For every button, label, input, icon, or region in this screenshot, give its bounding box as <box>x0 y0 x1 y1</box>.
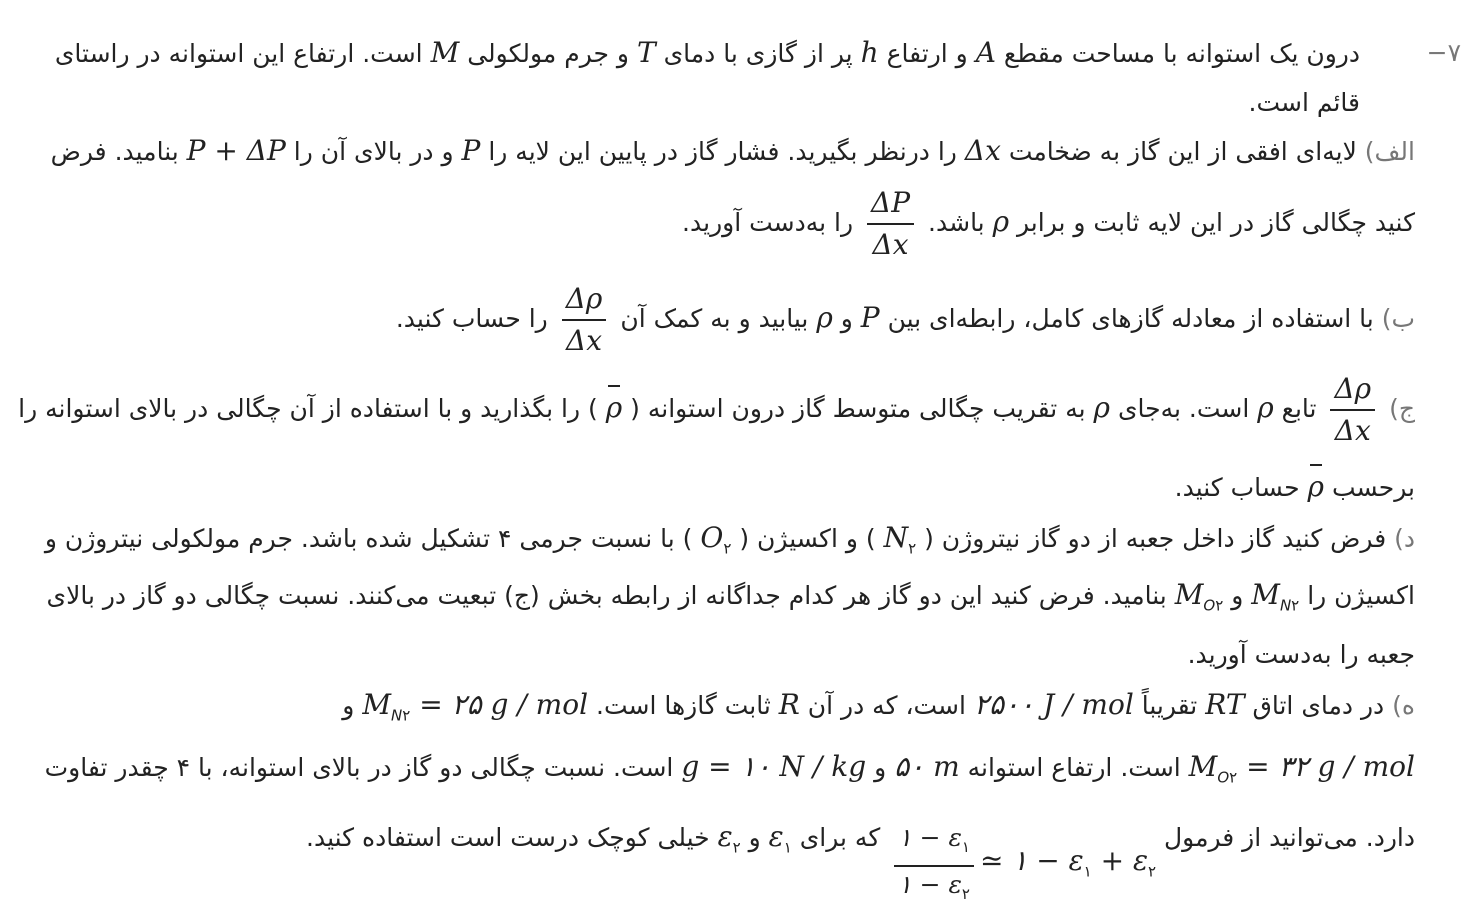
part-c-text-2: است. به‌جای <box>1117 394 1250 423</box>
part-e-l2-text-2: و <box>874 753 887 782</box>
part-e-text-3: است، که در آن <box>807 691 966 720</box>
var-P: P <box>461 134 481 167</box>
var-rho-bar: ρ <box>1307 470 1324 503</box>
part-d-line-2 <box>47 578 1415 623</box>
part-e-line-3 <box>306 820 1415 909</box>
part-e-l3-text-3: خیلی کوچک درست است استفاده کنید. <box>306 823 710 852</box>
fraction-denominator: Δx <box>1334 414 1371 447</box>
intro-text-1: درون یک استوانه با مساحت مقطع <box>1003 39 1360 68</box>
part-e-text-4: ثابت گازها است. <box>596 691 771 720</box>
part-c-line-1 <box>18 372 1415 448</box>
part-d-text-3: ) با نسبت جرمی ۴ تشکیل شده باشد. جرم مولکولی نیتروژن و <box>44 524 693 553</box>
fraction-numerator: Δρ <box>1334 372 1372 405</box>
part-c-label: ج) <box>1389 394 1415 423</box>
part-b-text-2: و <box>840 304 853 333</box>
intro-line-1 <box>55 36 1360 71</box>
fraction-denominator: Δx <box>872 228 909 261</box>
var-h: h <box>860 36 879 69</box>
part-d-line-3: جعبه را به‌دست آورید. <box>1187 640 1415 669</box>
part-e-l2-text-1: است. ارتفاع استوانه <box>967 753 1181 782</box>
var-epsilon-2: $\varepsilon_۲$ <box>717 820 741 857</box>
part-b-text-3: بیابید و به کمک آن <box>620 304 809 333</box>
var-M-N2: $M_{N۲}$ <box>1251 578 1300 615</box>
var-rho: ρ <box>1093 391 1110 424</box>
var-RT: RT <box>1205 688 1245 721</box>
intro-line-2: قائم است. <box>1248 88 1360 117</box>
part-b-label: ب) <box>1381 304 1415 333</box>
equation-M-N2: $M_{N۲}$ = ۲۵ g / mol <box>362 688 589 725</box>
formula-N2: $N_۲$ <box>883 521 917 558</box>
part-d-text-1: فرض کنید گاز داخل جعبه از دو گاز نیتروژن ( <box>924 524 1387 553</box>
var-R: R <box>778 688 800 721</box>
part-a-l2-text-2: باشد. <box>928 208 985 237</box>
part-e-label: ه) <box>1392 691 1415 720</box>
intro-text-4: و جرم مولکولی <box>467 39 629 68</box>
part-b-text-4: را حساب کنید. <box>395 304 548 333</box>
problem-number: ۷− <box>1426 38 1461 67</box>
intro-text-2: و ارتفاع <box>886 39 968 68</box>
part-a-l2-text-3: را به‌دست آورید. <box>682 208 854 237</box>
part-a-text-4: بنامید. فرض <box>50 137 179 166</box>
approx-formula <box>888 823 1156 909</box>
part-c-text-3: به تقریب چگالی متوسط گاز درون استوانه ( <box>630 394 1086 423</box>
intro-text-5: است. ارتفاع این استوانه در راستای <box>54 39 423 68</box>
part-a-label: الف) <box>1364 137 1415 166</box>
part-d-line-1 <box>45 521 1415 566</box>
var-dx: Δx <box>964 134 1001 167</box>
part-e-l3-text-1: دارد. می‌توانید از فرمول <box>1164 823 1415 852</box>
formula-O2: $O_۲$ <box>700 521 732 558</box>
value-g: g = ۱۰ N / kg <box>681 750 867 783</box>
part-c-line-2 <box>1175 470 1415 505</box>
fraction-drho-dx <box>1330 372 1375 448</box>
var-M-O2: $M_{O۲}$ <box>1174 578 1224 615</box>
part-d-label: د) <box>1394 524 1415 553</box>
part-a-l2-text-1: کنید چگالی گاز در این لایه ثابت و برابر <box>1017 208 1415 237</box>
var-epsilon-1: $\varepsilon_۱$ <box>768 820 792 857</box>
fraction-bar <box>867 223 914 225</box>
part-b-line <box>396 282 1415 358</box>
part-e-l2-text-3: است. نسبت چگالی دو گاز در بالای استوانه، با ۴ چقدر تفاوت <box>44 753 674 782</box>
part-c-text-1: تابع <box>1281 394 1317 423</box>
approx-rhs: ≃ ۱ − $\varepsilon_۱ + \varepsilon_۲$ <box>979 843 1157 881</box>
value-height: ۵۰ m <box>894 750 960 783</box>
fraction-dP-dx <box>867 186 914 262</box>
part-e-l3-text-2: که برای <box>799 823 881 852</box>
var-A: A <box>975 36 996 69</box>
part-d-text-2: ) و اکسیژن ( <box>739 524 876 553</box>
var-rho: ρ <box>1257 391 1274 424</box>
part-a-text-3: و در بالای آن را <box>293 137 454 166</box>
part-d-l2-text-2: و <box>1231 581 1244 610</box>
part-a-text-1: لایه‌ای افقی از این گاز به ضخامت <box>1008 137 1357 166</box>
var-P: P <box>860 301 880 334</box>
fraction-bar <box>562 319 607 321</box>
fraction-numerator: Δρ <box>565 282 603 315</box>
part-c-text-4: ) را بگذارید و با استفاده از آن چگالی در بالای استوانه را <box>18 394 598 423</box>
part-e-text-1: در دمای اتاق <box>1252 691 1385 720</box>
part-e-line-2 <box>45 750 1415 795</box>
var-T: T <box>636 36 656 69</box>
fraction-denominator: Δx <box>566 324 603 357</box>
fraction-numerator: ۱ − $\varepsilon_۱$ <box>898 823 970 856</box>
part-b-text-1: با استفاده از معادله گازهای کامل، رابطه‌ای بین <box>887 304 1374 333</box>
fraction-bar <box>894 865 974 867</box>
part-e-line-1 <box>342 688 1415 733</box>
part-a-line-2 <box>682 186 1415 262</box>
fraction-denominator: ۱ − $\varepsilon_۲$ <box>898 870 970 903</box>
part-c-l2-text-1: برحسب <box>1331 473 1415 502</box>
fraction-bar <box>1330 409 1375 411</box>
part-d-l2-text-3: بنامید. فرض کنید این دو گاز هر کدام جداگانه از رابطه بخش (ج) تبعیت می‌کنند. نسبت چگالی دو گاز در بالای <box>46 581 1167 610</box>
var-M: M <box>430 36 460 69</box>
fraction-epsilon <box>894 823 974 909</box>
part-c-l2-text-2: حساب کنید. <box>1174 473 1300 502</box>
part-a-text-2: را درنظر بگیرید. فشار گاز در پایین این لایه را <box>488 137 957 166</box>
value-RT: ۲۵۰۰ J / mol <box>973 688 1134 721</box>
part-e-text-5: و <box>342 691 355 720</box>
var-rho: ρ <box>992 205 1010 238</box>
part-a-line-1 <box>51 134 1415 169</box>
var-P-plus-dP: P + ΔP <box>186 134 286 167</box>
var-rho: ρ <box>816 301 833 334</box>
part-e-text-2: تقریباً <box>1141 691 1198 720</box>
fraction-numerator: ΔP <box>871 186 911 219</box>
var-rho-bar: ρ <box>605 391 623 424</box>
part-d-l2-text-1: اکسیژن را <box>1307 581 1415 610</box>
part-e-l3-and: و <box>748 823 761 852</box>
equation-M-O2: $M_{O۲}$ = ۳۲ g / mol <box>1188 750 1415 787</box>
fraction-drho-dx <box>562 282 607 358</box>
intro-text-3: پر از گازی با دمای <box>663 39 853 68</box>
